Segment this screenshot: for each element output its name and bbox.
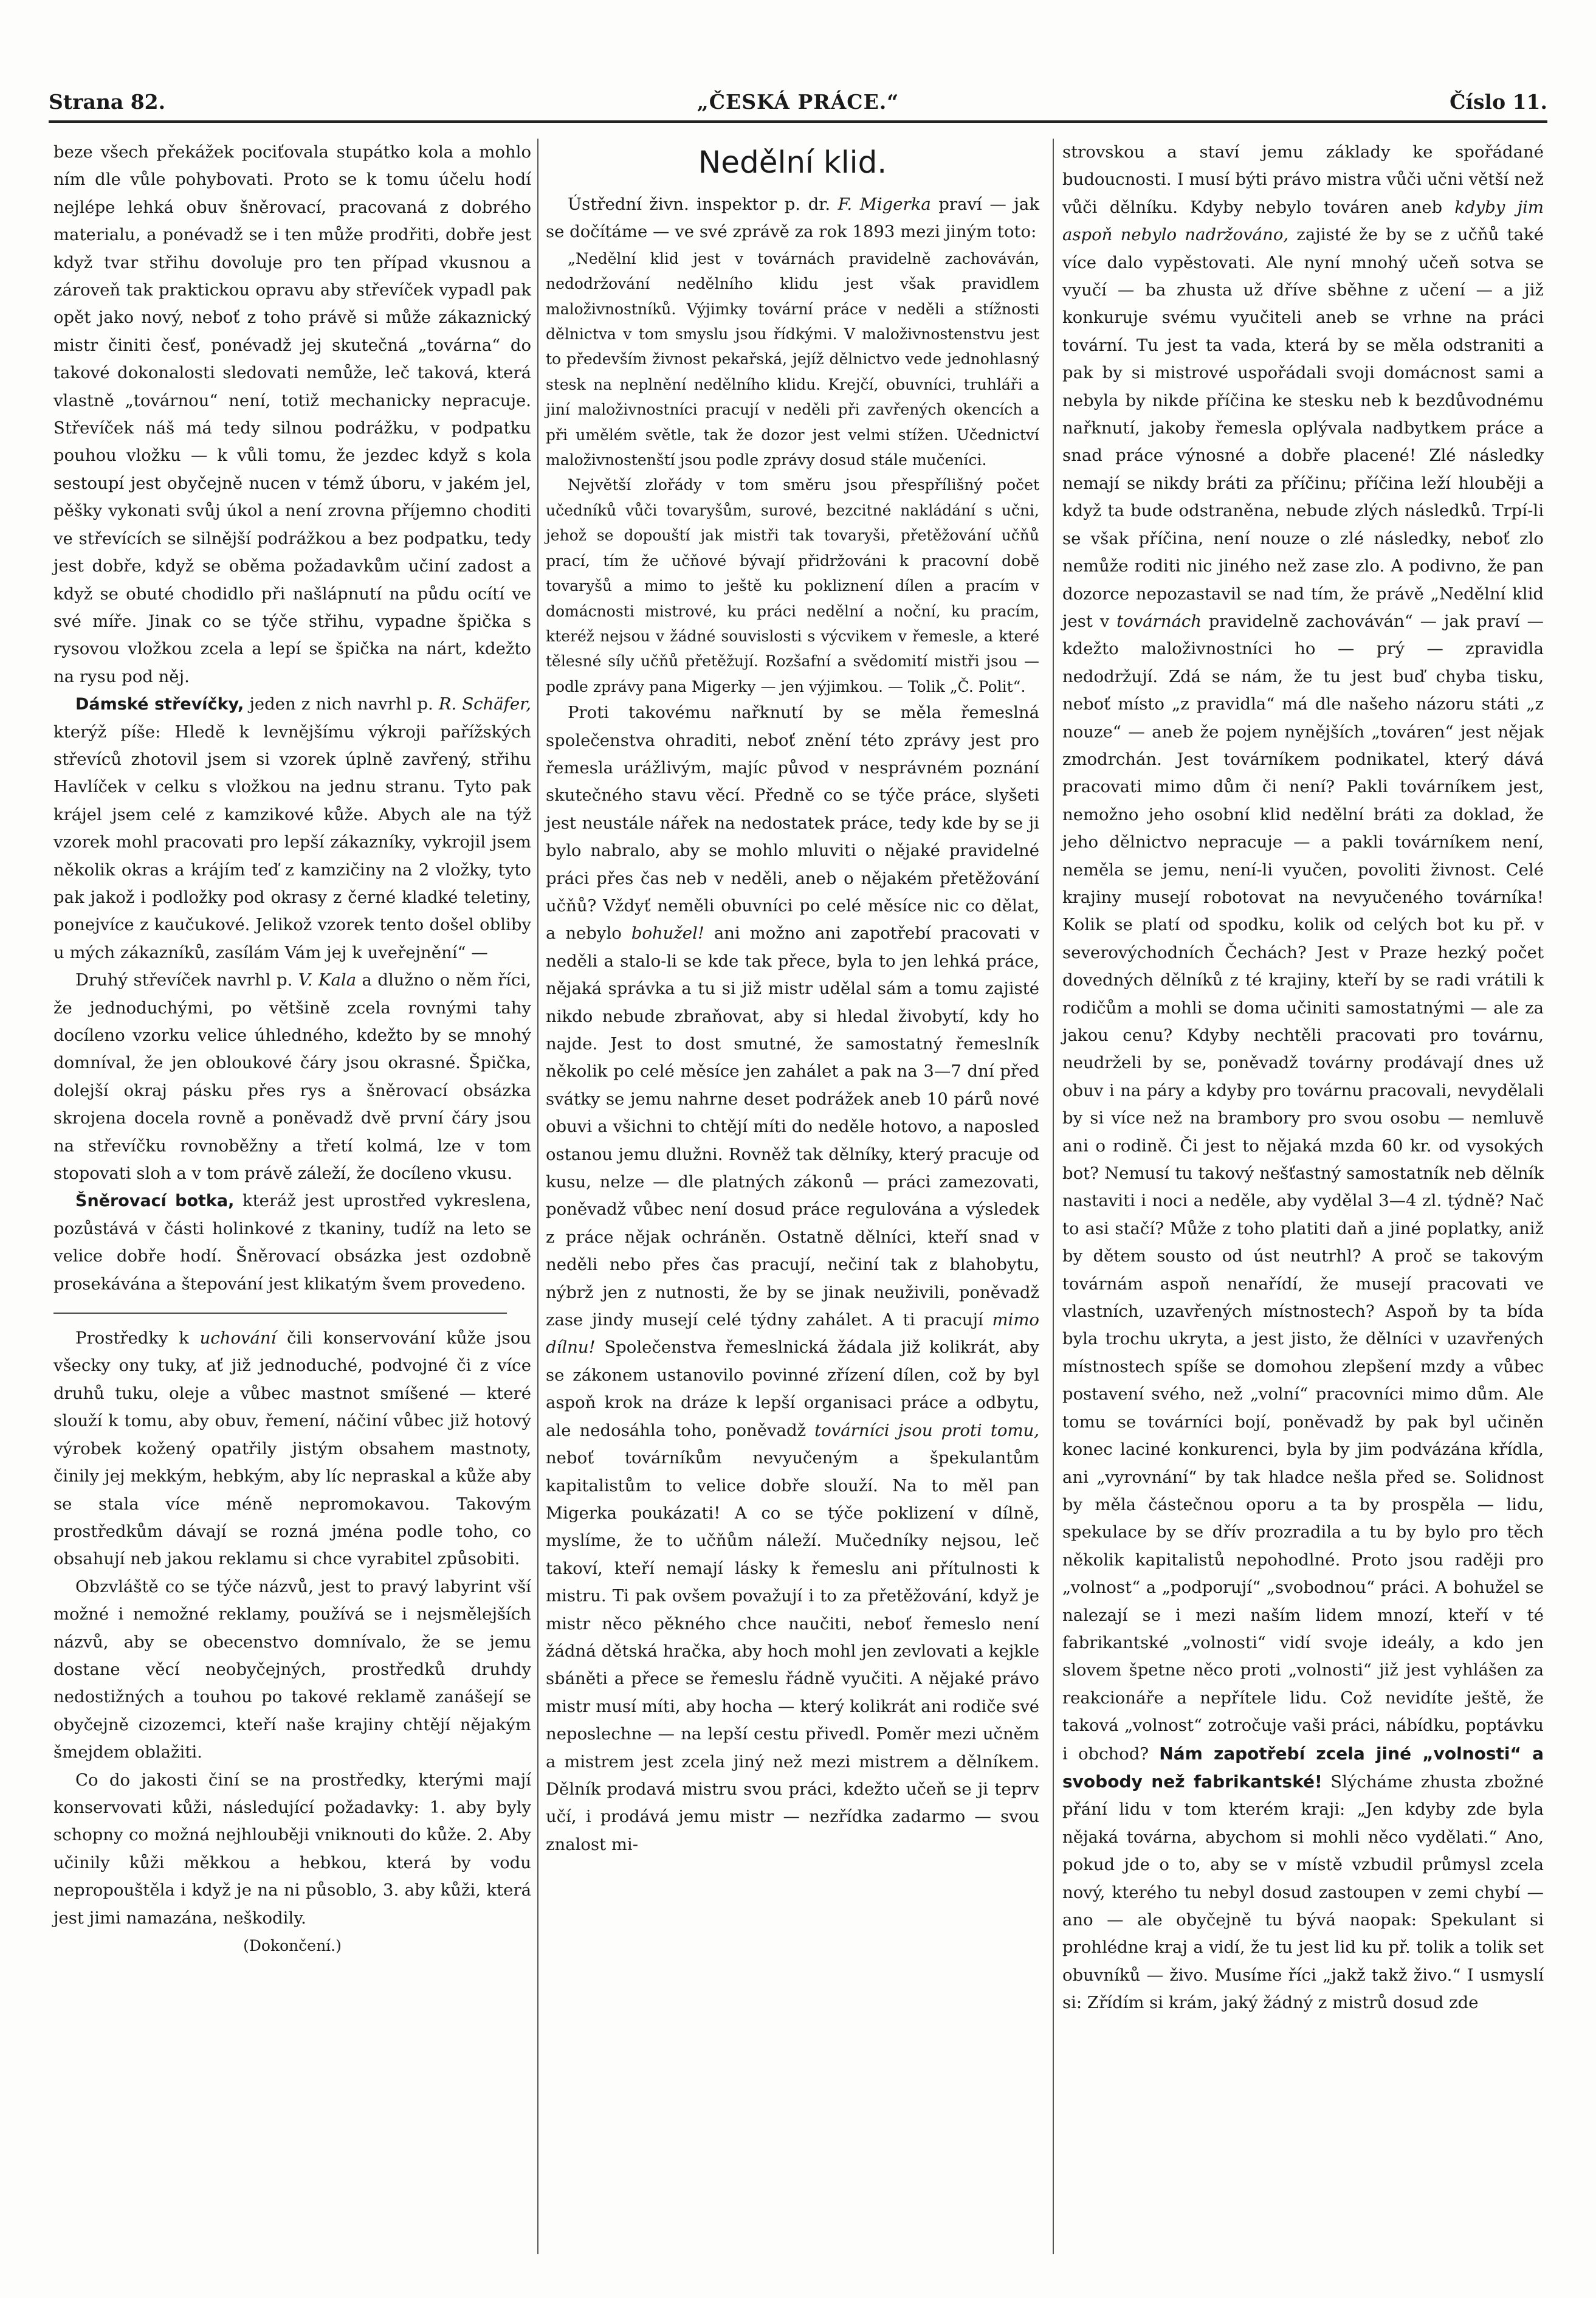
column-2 xyxy=(546,139,1039,1858)
text-run: čili konservování kůže jsou všecky ony tuky, ať již jednoduché, podvojné či z více druhů tuku, oleje a vůbec mastnot smíšené — které slouží k tomu, aby obuv, řemení, náčiní vůbec již hotový výrobek kožený opatřily jistým obsahem mastnoty, činily jej mekkým, hebkým, aby líc nepraskal a kůže aby se stala více méně nepromokavou. Takovým prostředkům dávají se rozná jména podle toho, co obsahují neb jakou reklamu si chce vyrabitel způsobiti. xyxy=(53,1328,531,1569)
emphasis: kdyby jim aspoň nebylo nadržováno, xyxy=(1062,197,1544,245)
paragraph: Obzvláště co se týče názvů, jest to pravý labyrint vší možné i nemožné reklamy, používá se i nejsmělejších názvů, aby se obecenstvo domnívalo, že se jemu dostane věcí neobyčejných, prostředků druhdy nedostižných a touhou po takové reklamě zanášejí se obyčejně cizozemci, kteří naše krajiny chtějí nějakým šmejdem oblažiti. xyxy=(53,1576,531,1762)
paragraph xyxy=(53,967,531,1187)
quotation: Největší zlořády v tom směru jsou přespřílišný počet učedníků vůči tovaryšům, surové, bezcitné nakládání s učni, jehož se dopouští jak mistři tak tovaryši, přetěžování učňů prací, tím že učňové bývají přidržováni k pracovní době tovaryšů a mimo to ještě ku pokliznení dílen a pracím v domácnosti mistrové, ku práci nedělní a noční, ku pracím, kteréž nejsou v žádné souvislosti s výcvikem v řemesle, a které tělesné síly učňů přetěžují. Rozšafní a svědomití mistři jsou — podle zprávy pana Migerky — jen výjimkou. — Tolik „Č. Polit“. xyxy=(546,476,1039,695)
column-divider xyxy=(537,139,538,2254)
emphasis: mimo dílnu! xyxy=(546,1310,1039,1358)
text-run: Proti takovému nařknutí by se měla řemeslná společenstva ohraditi, neboť znění této zprávy jest pro řemesla urážlivým, majíc původ v nesprávném poznání skutečného stavu věcí. Předně co se týče práce, slyšeti jest neustále nářek na nedostatek práce, tedy kde by se ji bylo nabralo, aby se mohlo mluviti o nějaké pravidelné práci přes čas neb v neděli, aneb o nějakém přetěžování učňů? Vždyť neměli obuvníci po celé měsíce nic co dělat, a nebylo xyxy=(546,703,1039,944)
paragraph xyxy=(1062,139,1544,2017)
text-run: pravidelně zachováván“ — jak praví — kdežto maloživnostníci ho — prý — zpravidla nedodržují. Zdá se nám, že tu jest buď chyba tisku, neboť místo „z pravidla“ má dle našeho názoru státi „z nouze“ — aneb že pojem nynějších „továren“ jest nějak zmodrchán. Jest továrníkem podnikatel, který dává pracovati mimo dům či není? Pakli továrníkem jest, nemožno jeho osobní klid nedělní bráti za doklad, že jeho dělnictvo nepracuje — a pakli továrníkem není, neměla se jemu, není-li vyučen, povoliti živnost. Celé krajiny musejí robotovat na nevyučeného továrníka! Kolik se platí od spodku, kolik od celých bot ku př. v severovýchodních Čechách? Jest v Praze hezký počet dovedných dělníků z té krajiny, kteří by se radi vrátili k rodičům a mohli se doma učiniti samostatnými — ale za jakou cenu? Kdyby nechtěli pracovati pro továrnu, neudrželi by se, poněvadž továrny prodávají dnes už obuv i na páry a kdyby pro továrnu pracovali, nevydělali by si více než na brambory pro svou osobu — nemluvě ani o rodině. Či jest to nějaká mzda 60 kr. od vysokých bot? Nemusí tu takový nešťastný samostatník neb dělník nastaviti i noci a neděle, aby vydělal 3—4 zl. týdně? Nač to asi stačí? Může z toho platiti daň a jiné poplatky, aniž by dětem sousto od úst neutrhl? A proč se takovým továrnám aspoň nenařídí, že musejí pracovati ve vlastních, uzavřených místnostech? Aspoň by ta bída byla trochu ukryta, a jest jisto, že dělníci v uzavřených místnostech spíše se domohou zlepšení mzdy a vůbec postavení svého, než „volní“ pracovníci mimo dům. Ale tomu se továrníci bojí, poněvadž by pak byl učiněn konec laciné konkurenci, byla by jim podvázána křídla, ani „vyrovnání“ by tak hladce nešla před se. Solidnost by měla částečnou oporu a ta by prospěla — lidu, spekulace by se dřív prozradila a tu by bylo pro těch několik kapitalistů nepohodlné. Proto jsou raději pro „volnost“ a „podporují“ „svobodnou“ práci. A bohužel se nalezají se i mezi naším lidem mnozí, kteří v té fabrikantské „volnosti“ vidí svoje ideály, a kdo jen slovem špetne něco proti „volnosti“ již jest vyhlášen za reakcionáře a nepřítele lidu. Což nevidíte ještě, že taková „volnost“ zotročuje vaši práci, nábídku, poptávku i obchod? xyxy=(1062,611,1544,1764)
text-run: ani možno ani zapotřebí pracovati v neděli a stalo-li se kde tak přece, byla to jen lehká práce, nějaká správka a tu si již mistr udělal sám a tomu zajisté nikdo nebude zbraňovat, aby si hledal živobytí, kdy ho najde. Jest to dost smutné, že samostatný řemeslník několik po celé měsíce jen zahálet a pak na 3—7 dní před svátky se jemu nahrne deset podrážek aneb 10 párů nové obuvi a všichni to chtějí míti do neděle hotovo, a naposled ostanou jemu dlužni. Rovněž tak dělníky, který pracuje od kusu, nelze — dle platných zákonů — práci zamezovati, poněvadž vůbec není dosud práce regulována a výsledek z práce nějak ochráněn. Ostatně dělníci, kteří snad v neděli nebo přes čas pracují, nečiní tak z blahobytu, nýbrž jen z nutnosti, že by se jinak neuživili, poněvadž zase jindy musejí celé týdny zahálet. A ti pracují xyxy=(546,923,1039,1330)
column-3 xyxy=(1062,139,1544,2017)
text-run: Druhý střevíček navrhl p. xyxy=(75,970,298,990)
subheading: Šněrovací botka, xyxy=(75,1192,235,1211)
paragraph xyxy=(546,699,1039,1858)
text-run: zajisté že by se z učňů také více dalo vypěstovati. Ale nyní mnohý učeň sotva se vyučí — ba zhusta už dříve sběhne z učení — a již konkuruje svému vyučiteli aneb se vrhne na práci tovární. Tu jest ta vada, která by se měla odstraniti a pak by si mistrové uspořádali svoji domácnost sami a nebyla by nikde příčina ke stesku neb k bezdůvodnému nařknutí, jakoby řemesla oplývala nadbytkem práce a snad práce výnosné a dobře placené! Zlé následky nemají se nikdy bráti za příčinu; příčina leží hlouběji a když ta bude odstraněna, nebude zlých následků. Trpí-li se však příčina, není nouze o zlé následky, neboť zlo nemůže roditi nic jiného než zase zlo. A podivno, že pan dozorce nepozastavil se nad tím, že právě „Nedělní klid jest v xyxy=(1062,225,1544,631)
emphasis: uchování xyxy=(199,1328,277,1348)
column-1 xyxy=(53,139,531,1959)
continuation-note: (Dokončení.) xyxy=(243,1937,342,1955)
paragraph xyxy=(53,1325,531,1573)
text-run: a dlužno o něm říci, že jednoduchými, po většině zcela rovnými tahy docíleno vzorku velice úhledného, kdežto by se mnohý domníval, že jen obloukové čáry jsou okrasné. Špička, dolejší okraj pásku přes rys a šněrovací obsázka skrojena docela rovně a poněvadž dvě první čáry jsou na střevíčku rovnoběžny a třetí kolmá, lze v tom stopovati sloh a v tom právě záleží, že docíleno vkusu. xyxy=(53,970,531,1184)
emphasis: továrníci jsou proti tomu, xyxy=(814,1420,1039,1440)
column-divider xyxy=(1053,139,1054,2254)
emphasis: bohužel! xyxy=(631,923,704,944)
emphasis: továrnách xyxy=(1116,611,1202,631)
text-run: praví — jak se dočítáme — ve své zprávě za rok 1893 mezi jiným toto: xyxy=(546,195,1039,242)
text-run: Prostředky k xyxy=(75,1328,200,1348)
paragraph: beze všech překážek pociťovala stupátko kola a mohlo ním dle vůle pohybovati. Proto se k tomu účelu hodí nejlépe lehká obuv šněrovací, pracovaná z dobrého materialu, a ponévadž se i ten může prodřiti, dobře jest když tvar střihu dovoluje pro ten případ vkusnou a zároveň tak praktickou opravu aby střevíček vypadl pak opět jako nový, neboť z toho právě si může zákaznický mistr činiti česť, ponévadž jej skutečná „továrna“ do takové dokonalosti sledovati nemůže, leč taková, která vlastně „továrnou“ není, totiž mechanicky nepracuje. Střevíček náš má tedy silnou podrážku, v podpatku pouhou vložku — k vůli tomu, že jezdec když s kola sestoupí jest obyčejně nucen v témž úboru, v jakém jel, pěšky vykonati svůj úkol a není zrovna příjemno choditi ve střevících se silnější podrážkou a bez podpatku, tedy jest dobře, když se oběma požadavkům učiní zadost a když se obuté chodidlo při našlápnutí na půdu ocítí ve své míře. Jinak co se týče střihu, vypadne špička s rysovou vložkou zcela a lepí se špička na nárt, kdežto na rysu pod něj. xyxy=(53,142,531,686)
text-run: strovskou a staví jemu základy ke spořádané budoucnosti. I musí býti právo mistra vůči učni větší než vůči dělníku. Kdyby nebylo továren aneb xyxy=(1062,142,1544,217)
text-run: Ústřední živn. inspektor p. dr. xyxy=(568,195,838,214)
author-name: V. Kala xyxy=(298,970,357,990)
author-name: F. Migerka xyxy=(838,195,931,214)
section-divider xyxy=(53,1313,507,1314)
text-run: jeden z nich navrhl p. xyxy=(244,694,439,714)
text-run: neboť továrníkům nevyučeným a špekulantům kapitalistům to velice dobře slouží. Na to měl pan Migerka poukázati! A co se týče poklizení v dílně, myslíme, že to učňům náleží. Mučedníky nejsou, leč takoví, kteří nemají lásky k řemeslu ani přítulnosti k mistru. Ti pak ovšem považují i to za přetěžování, když je mistr něco pěkného chce naučiti, neboť řemeslo není žádná dětská hračka, aby hoch mohl jen zevlovati a kejkle sbáněti a přece se řemeslu řádně vyučiti. A nějaké právo mistr musí míti, aby hocha — který kolikrát ani rodiče své neposlechne — na lepší cestu přivedl. Poměr mezi učněm a mistrem jest zcela jiný než mezi mistrem a dělníkem. Dělník prodavá mistru svou práci, kdežto učeň se ji teprv učí, i prodává jemu mistr — nezřídka zadarmo — svou znalost mi- xyxy=(546,1448,1039,1854)
text-run: kterýž píše: Hledě k levnějšímu výkroji pařížských střevíců zhotovil jsem si vzorek úplně zavřený, střihu Havlíček v celku s vložkou na jednu stranu. Tyto pak krájel jsem celé z kamzikové kůže. Abych ale na týž vzorek mohl pracovati pro lepší zákazníky, vykrojil jsem několik okras a krájím teď z kamzičiny na 2 vložky, tyto pak jakož i podložky pod okrasy z černé kladké teletiny, ponejvíce z kaučukové. Jelikož vzorek tento došel obliby u mých zákazníků, zasílám Vám jej k uveřejnění“ — xyxy=(53,722,531,962)
bold-callout: Nám zapotřebí zcela jiné „volnosti“ a svobody než fabrikantské! xyxy=(1062,1743,1544,1792)
text-run: kteráž jest uprostřed vykreslena, pozůstává v části holinkové z tkaniny, tudíž na leto se velice dobře hodí. Šněrovací obsázka jest ozdobně prosekávána a štepování jest klikatým švem provedeno. xyxy=(53,1191,532,1294)
paragraph xyxy=(546,191,1039,246)
paragraph xyxy=(53,691,531,967)
page-header xyxy=(49,90,1547,120)
author-name: R. Schäfer, xyxy=(438,694,532,714)
page-number: Strana 82. xyxy=(49,90,166,114)
article-title: Nedělní klid. xyxy=(698,145,887,180)
quotation: „Nedělní klid jest v továrnách pravidelně zachováván, nedodržování nedělního klidu jest však pravidlem maloživnostníků. Výjimky tovární práce v neděli a stížnosti dělnictva v tom smyslu jsou řídkými. V maloživnostenstvu jest to především živnost pekařská, jejíž dělnictvo vede jednohlasný stesk na neplnění nedělního klidu. Krejčí, obuvníci, truhláři a jiní maloživnostníci pracují v neděli při zavřených okencích a při umělém světle, tak že dozor jest velmi stížen. Učednictví maloživnostenští jsou podle zprávy dosud stále mučeníci. xyxy=(546,249,1039,469)
text-run: Společenstva řemeslnická žádala již kolikrát, aby se zákonem ustanovilo povinné zřízení dílen, což by byl aspoň krok na dráze k lepší organisaci práce a odbytu, ale nedosáhla toho, poněvadž xyxy=(546,1337,1039,1440)
issue-number: Číslo 11. xyxy=(1450,90,1547,114)
text-run: Slýcháme zhusta zbožné přání lidu v tom kterém kraji: „Jen kdyby zde byla nějaká továrna, abychom si mohli něco vydělati.“ Ano, pokud jde o to, aby se v místě vzbudil průmysl zcela nový, kterého tu nebyl dosud zastoupen v zemi chybí — ano — ale obyčejně tu bývá naopak: Spekulant si prohlédne kraj a vidí, že tu jest lid ku př. tolik a tolik set obuvníků — živo. Musíme říci „jakž takž živo.“ I usmyslí si: Zřídím si krám, jaký žádný z mistrů dosud zde xyxy=(1062,1772,1544,2013)
subheading: Dámské střevíčky, xyxy=(75,695,244,714)
journal-title: „ČESKÁ PRÁCE.“ xyxy=(697,90,899,114)
paragraph: Co do jakosti činí se na prostředky, kterými mají konservovati kůži, následující požadavky: 1. aby byly schopny co možná nejhlouběji vniknouti do kůže. 2. Aby učinily kůži měkkou a hebkou, která by vodu nepropouštěla i když je na ni působlo, 3. aby kůži, která jest jimi namazána, neškodily. xyxy=(53,1770,531,1928)
paragraph xyxy=(53,1187,531,1298)
header-rule xyxy=(49,120,1547,123)
